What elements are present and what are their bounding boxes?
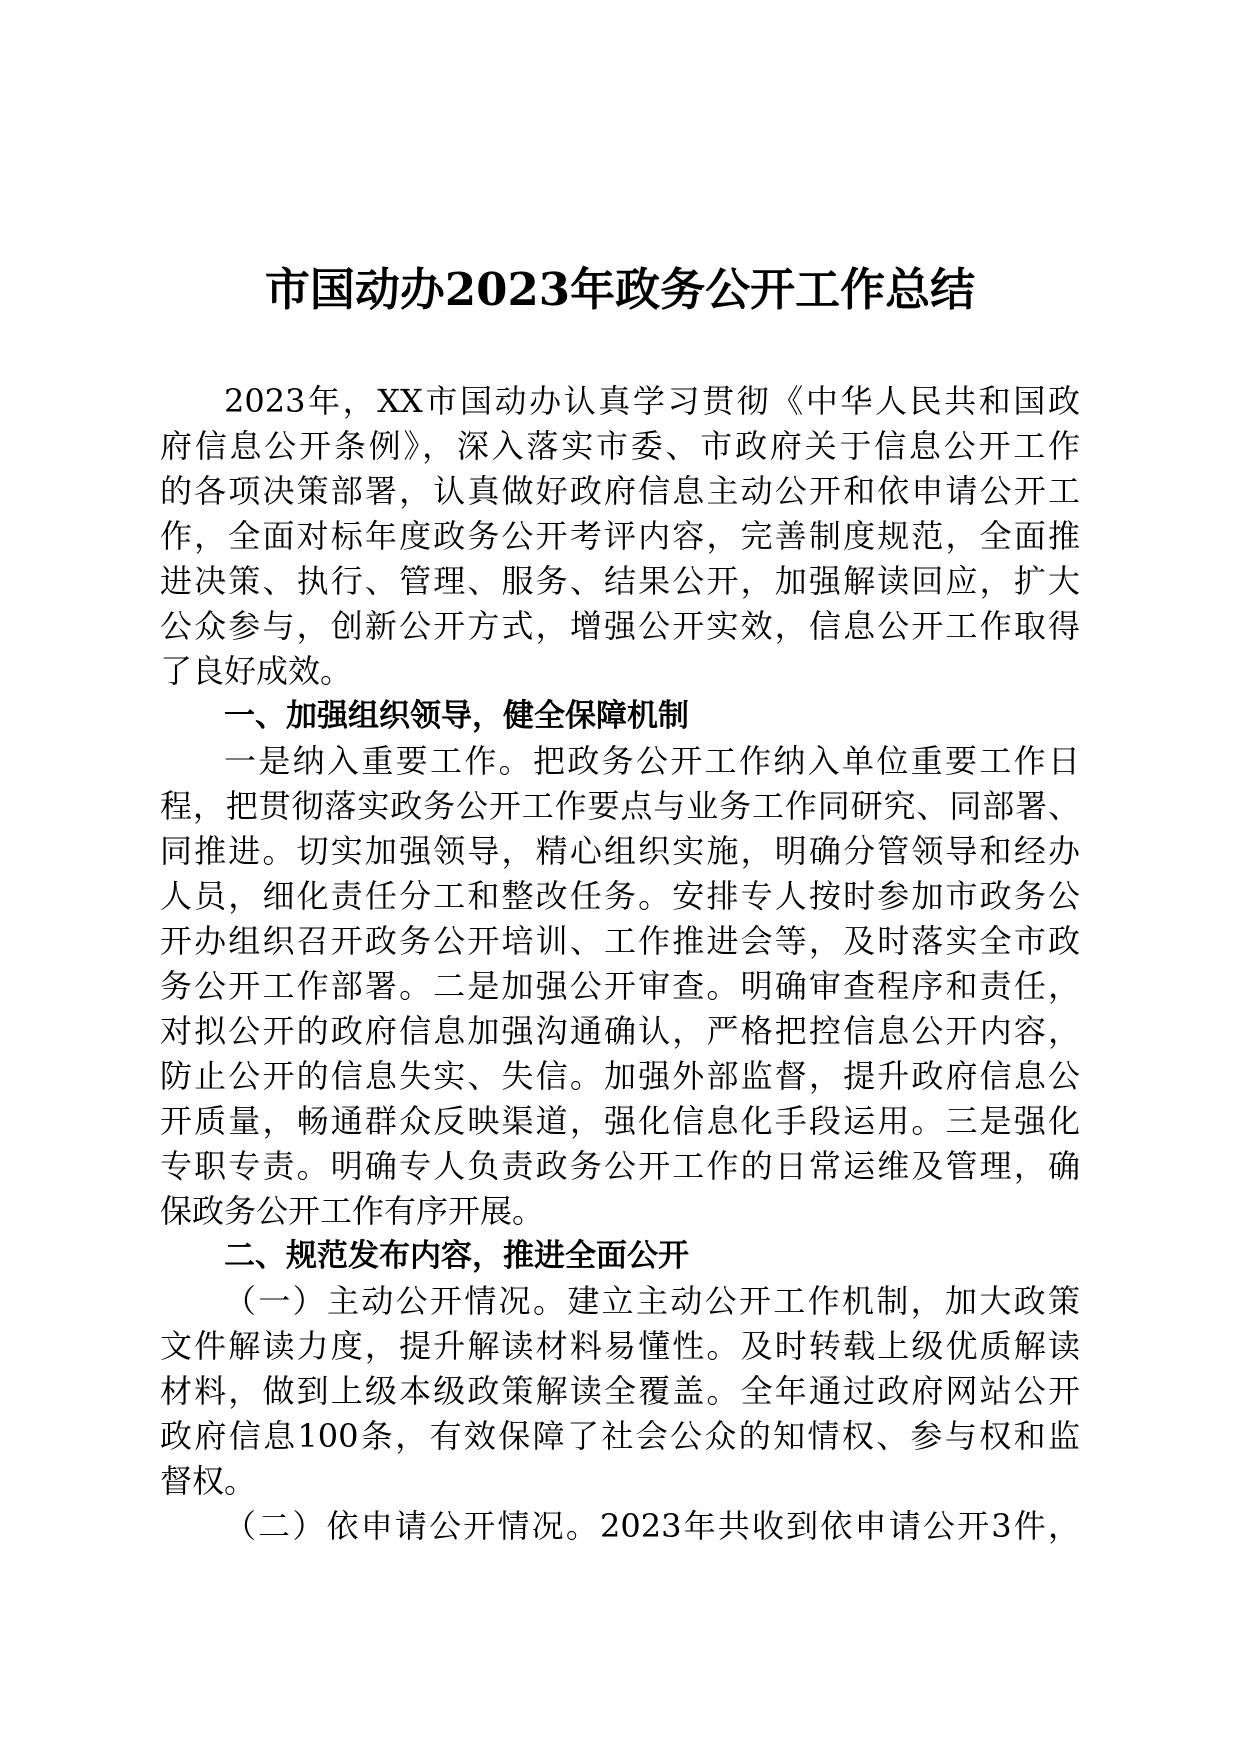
body-text-line: 程，把贯彻落实政务公开工作要点与业务工作同研究、同部署、 — [160, 787, 1080, 825]
document-body — [160, 379, 1080, 1549]
document-title: 市国动办2023年政务公开工作总结 — [264, 263, 976, 316]
body-text-line: 2023年，XX市国动办认真学习贯彻《中华人民共和国政 — [224, 382, 1080, 420]
body-text-line: 公众参与，创新公开方式，增强公开实效，信息公开工作取得 — [160, 607, 1080, 645]
body-text-line: 开办组织召开政务公开培训、工作推进会等，及时落实全市政 — [160, 922, 1080, 960]
body-text-line: 开质量，畅通群众反映渠道，强化信息化手段运用。三是强化 — [160, 1102, 1080, 1140]
section-heading: 二、规范发布内容，推进全面公开 — [224, 1238, 689, 1274]
body-text-line: 务公开工作部署。二是加强公开审查。明确审查程序和责任， — [160, 967, 1080, 1005]
body-text-line: 的各项决策部署，认真做好政府信息主动公开和依申请公开工 — [160, 472, 1080, 510]
body-text-line: 文件解读力度，提升解读材料易懂性。及时转载上级优质解读 — [160, 1327, 1080, 1365]
body-text-line: 进决策、执行、管理、服务、结果公开，加强解读回应，扩大 — [160, 562, 1080, 600]
body-text-line: 作，全面对标年度政务公开考评内容，完善制度规范，全面推 — [160, 517, 1080, 555]
body-text-line: 人员，细化责任分工和整改任务。安排专人按时参加市政务公 — [160, 877, 1080, 915]
body-text-line: 督权。 — [160, 1462, 257, 1500]
body-text-line: 了良好成效。 — [160, 652, 353, 690]
body-text-line: 一是纳入重要工作。把政务公开工作纳入单位重要工作日 — [224, 742, 1080, 780]
body-text-line: 材料，做到上级本级政策解读全覆盖。全年通过政府网站公开 — [160, 1372, 1080, 1410]
body-text-line: 政府信息100条，有效保障了社会公众的知情权、参与权和监 — [160, 1417, 1080, 1455]
body-text-line: 专职专责。明确专人负责政务公开工作的日常运维及管理，确 — [160, 1147, 1080, 1185]
body-text-line: （一）主动公开情况。建立主动公开工作机制，加大政策 — [224, 1282, 1080, 1320]
body-text-line: 保政务公开工作有序开展。 — [160, 1192, 545, 1230]
body-text-line: 防止公开的信息失实、失信。加强外部监督，提升政府信息公 — [160, 1057, 1080, 1095]
body-text-line: 对拟公开的政府信息加强沟通确认，严格把控信息公开内容， — [160, 1012, 1080, 1050]
section-heading: 一、加强组织领导，健全保障机制 — [224, 698, 689, 734]
body-text-line: 府信息公开条例》，深入落实市委、市政府关于信息公开工作 — [160, 427, 1080, 465]
body-text-line: （二）依申请公开情况。2023年共收到依申请公开3件， — [224, 1507, 1080, 1545]
body-text-line: 同推进。切实加强领导，精心组织实施，明确分管领导和经办 — [160, 832, 1080, 870]
